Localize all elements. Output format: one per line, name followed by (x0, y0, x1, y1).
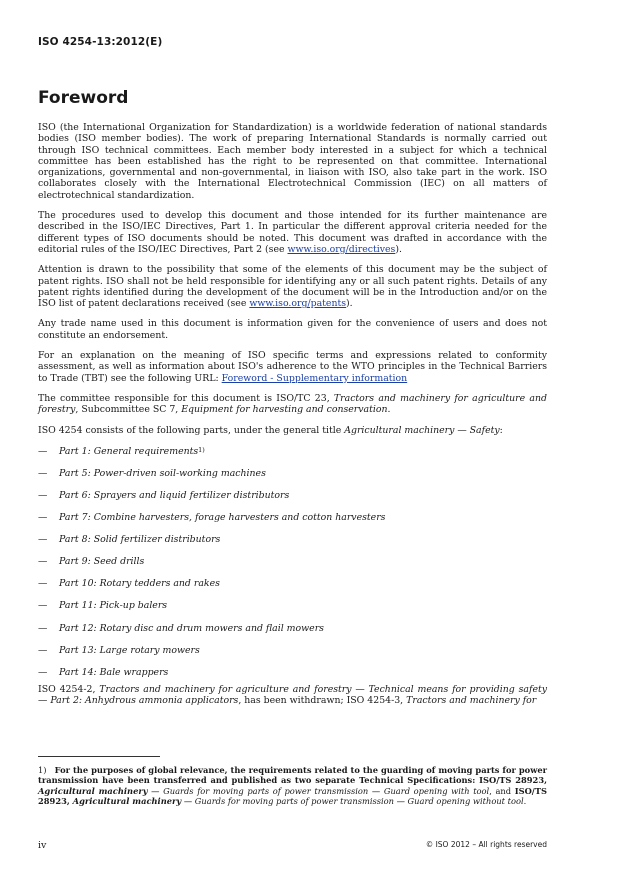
paragraph-trade-name: Any trade name used in this document is information given for the convenience of users and does not constitute an endorsement. (38, 318, 547, 341)
list-item: — Part 5: Power-driven soil-working machines (38, 467, 266, 479)
list-item: — Part 13: Large rotary mowers (38, 644, 200, 656)
paragraph-patents: Attention is drawn to the possibility that some of the elements of this document may be the subject of patent rights. ISO shall not be held responsible for identifying any or all such patent rights. Details of any patent rights identified during the development of the document will be in the Introduction and/or on the ISO list of patent declarations received (see www.iso.org/patents). (38, 264, 547, 310)
supplementary-info-link[interactable]: Foreword - Supplementary information (221, 372, 408, 384)
document-id: ISO 4254-13:2012(E) (38, 36, 163, 48)
paragraph-procedures: The procedures used to develop this document and those intended for its further maintenance are described in the ISO/IEC Directives, Part 1. In particular the different approval criteria needed for the different types of ISO documents should be noted. This document was drafted in accordance with the editorial rules of the ISO/IEC Directives, Part 2 (see www.iso.org/directives). (38, 210, 547, 255)
list-item: — Part 12: Rotary disc and drum mowers and flail mowers (38, 622, 324, 634)
paragraph-iso-intro: ISO (the International Organization for Standardization) is a worldwide federation of national standards bodies (ISO member bodies). The work of preparing International Standards is normally carried out through ISO technical committees. Each member body interested in a subject for which a technical committee has been established has the right to be represented on that committee. International organizations, governmental and non-governmental, in liaison with ISO, also take part in the work. ISO collaborates closely with the International Electrotechnical Commission (IEC) on all matters of electrotechnical standardization. (38, 122, 547, 201)
footnote: 1) For the purposes of global relevance, the requirements related to the guarding of moving parts for power transmission have been transferred and published as two separate Technical Specifications: ISO/TS 28923, Agricultural machinery — Guards for moving parts of power transmission — Guard opening with tool, and ISO/TS 28923, Agricultural machinery — Guards for moving parts of power transmission — Guard opening without tool. (38, 765, 547, 806)
section-title: Foreword (38, 88, 129, 108)
directives-link[interactable]: www.iso.org/directives (287, 243, 396, 255)
list-item: — Part 14: Bale wrappers (38, 666, 169, 678)
parts-list (38, 446, 547, 678)
list-item: — Part 7: Combine harvesters, forage harvesters and cotton harvesters (38, 512, 386, 524)
footnote-ref: 1) (198, 445, 205, 454)
paragraph-committee: The committee responsible for this document is ISO/TC 23, Tractors and machinery for agriculture and forestry, Subcommittee SC 7, Equipment for harvesting and conservation. (38, 392, 547, 416)
paragraph-conformity: For an explanation on the meaning of ISO specific terms and expressions related to conformity assessment, as well as information about ISO's adherence to the WTO principles in the Technical Barriers to Trade (TBT) see the following URL: Foreword - Supplementary information (38, 350, 547, 384)
list-item: — Part 6: Sprayers and liquid fertilizer distributors (38, 490, 290, 502)
list-item: — Part 10: Rotary tedders and rakes (38, 578, 220, 590)
patents-link[interactable]: www.iso.org/patents (249, 298, 347, 310)
foreword-body (38, 122, 547, 716)
list-item: — Part 1: General requirements $^{1)}$ (38, 445, 205, 457)
list-item: — Part 11: Pick-up balers (38, 600, 168, 612)
footnote-divider (38, 756, 160, 757)
paragraph-parts-intro: ISO 4254 consists of the following parts, under the general title Agricultural machinery — Safety: (38, 424, 503, 436)
list-item: — Part 9: Seed drills (38, 556, 145, 568)
page-number: iv (38, 840, 47, 851)
copyright-notice: © ISO 2012 – All rights reserved (425, 840, 547, 849)
paragraph-withdrawn: ISO 4254-2, Tractors and machinery for agriculture and forestry — Technical means for providing safety — Part 2: Anhydrous ammonia applicators, has been withdrawn; ISO 4254-3, Tractors and machinery for (38, 684, 548, 707)
footnote-marker: 1) (38, 765, 47, 775)
list-item: — Part 8: Solid fertilizer distributors (38, 534, 221, 546)
